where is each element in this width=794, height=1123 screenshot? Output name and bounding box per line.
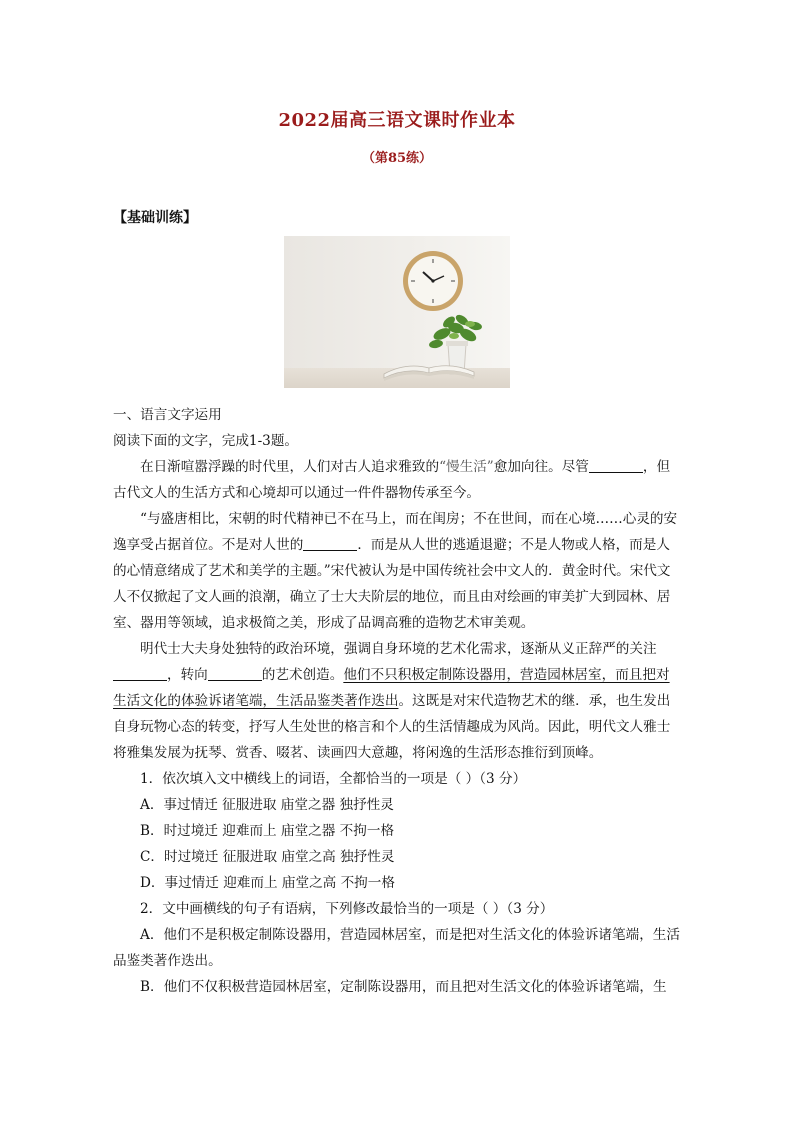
section-heading: 【基础训练】 — [113, 210, 197, 226]
question-content — [113, 402, 683, 1000]
question-1-option-b[interactable]: B．时过境迁 迎难而上 庙堂之器 不拘一格 — [140, 823, 395, 839]
instruction: 阅读下面的文字，完成1-3题。 — [113, 433, 299, 449]
question-2-option-a[interactable]: A．他们不是积极定制陈设器用，营造园林居室，而是把对生活文化的体验诉诸笔端，生活品鉴类著作迭出。 — [113, 927, 680, 969]
question-2-option-b[interactable]: B．他们不仅积极营造园林居室，定制陈设器用，而且把对生活文化的体验诉诸笔端，生 — [140, 979, 667, 995]
question-1-option-d[interactable]: D．事过情迁 迎难而上 庙堂之高 不拘一格 — [140, 875, 395, 891]
passage-paragraph-2: “与盛唐相比，宋朝的时代精神已不在马上，而在闺房；不在世间，而在心境……心灵的安逸享受占据首位。不是对人世的 ．而是从人世的逃遁退避；不是人物或人格，而是人的心情意绪成了艺术和美学的主题。”宋代被认为是中国传统社会中文人的．黄金时代。宋代文人不仅掀起了文人画的浪潮，确立了士大夫阶层的地位，而且由对绘画的审美扩大到园林、居室、器用等领域，追求极简之美，形成了品调高雅的造物艺术审美观。 — [113, 511, 678, 631]
question-1-option-c[interactable]: C．时过境迁 征服进取 庙堂之高 独抒性灵 — [140, 849, 395, 865]
answer-blank[interactable] — [208, 664, 262, 681]
question-1-stem: 1．依次填入文中横线上的词语，全都恰当的一项是（ ）（3 分） — [140, 771, 527, 787]
passage-paragraph-1: 在日渐喧嚣浮躁的时代里，人们对古人追求雅致的“慢生活”愈加向往。尽管 ，但古代文人的生活方式和心境却可以通过一件件器物传承至今。 — [113, 454, 683, 506]
part-heading: 一、语言文字运用 — [113, 407, 222, 423]
document-subtitle: （第85练） — [361, 151, 433, 166]
underlined-sentence: 他们不只积极定制陈设器用，营造园林居室，而且把对生活文化的体验诉诸笔端，生活品鉴类著作迭出 — [113, 667, 670, 709]
passage-paragraph-3: 明代士大夫身处独特的政治环境，强调自身环境的艺术化需求，逐渐从义正辞严的关注，转向 的艺术创造。他们不只积极定制陈设器用，营造园林居室，而且把对生活文化的体验诉诸笔端，生活品鉴类著作迭出。这既是对宋代造物艺术的继．承，也生发出自身玩物心态的转变，抒写人生处世的格言和个人的生活情趣成为风尚。因此，明代文人雅士将雅集发展为抚琴、赏香、啜茗、读画四大意趣，将闲逸的生活形态推衍到顶峰。 — [113, 641, 671, 761]
question-1-option-a[interactable]: A．事过情迁 征服进取 庙堂之器 独抒性灵 — [140, 797, 394, 813]
answer-blank[interactable] — [303, 534, 357, 551]
clock-plant-book-photo — [284, 236, 510, 388]
answer-blank[interactable] — [589, 456, 643, 473]
document-title: 2022届高三语文课时作业本 — [278, 110, 516, 131]
answer-blank[interactable] — [113, 664, 167, 681]
question-2-stem: 2．文中画横线的句子有语病，下列修改最恰当的一项是（ ）（3 分） — [140, 901, 554, 917]
